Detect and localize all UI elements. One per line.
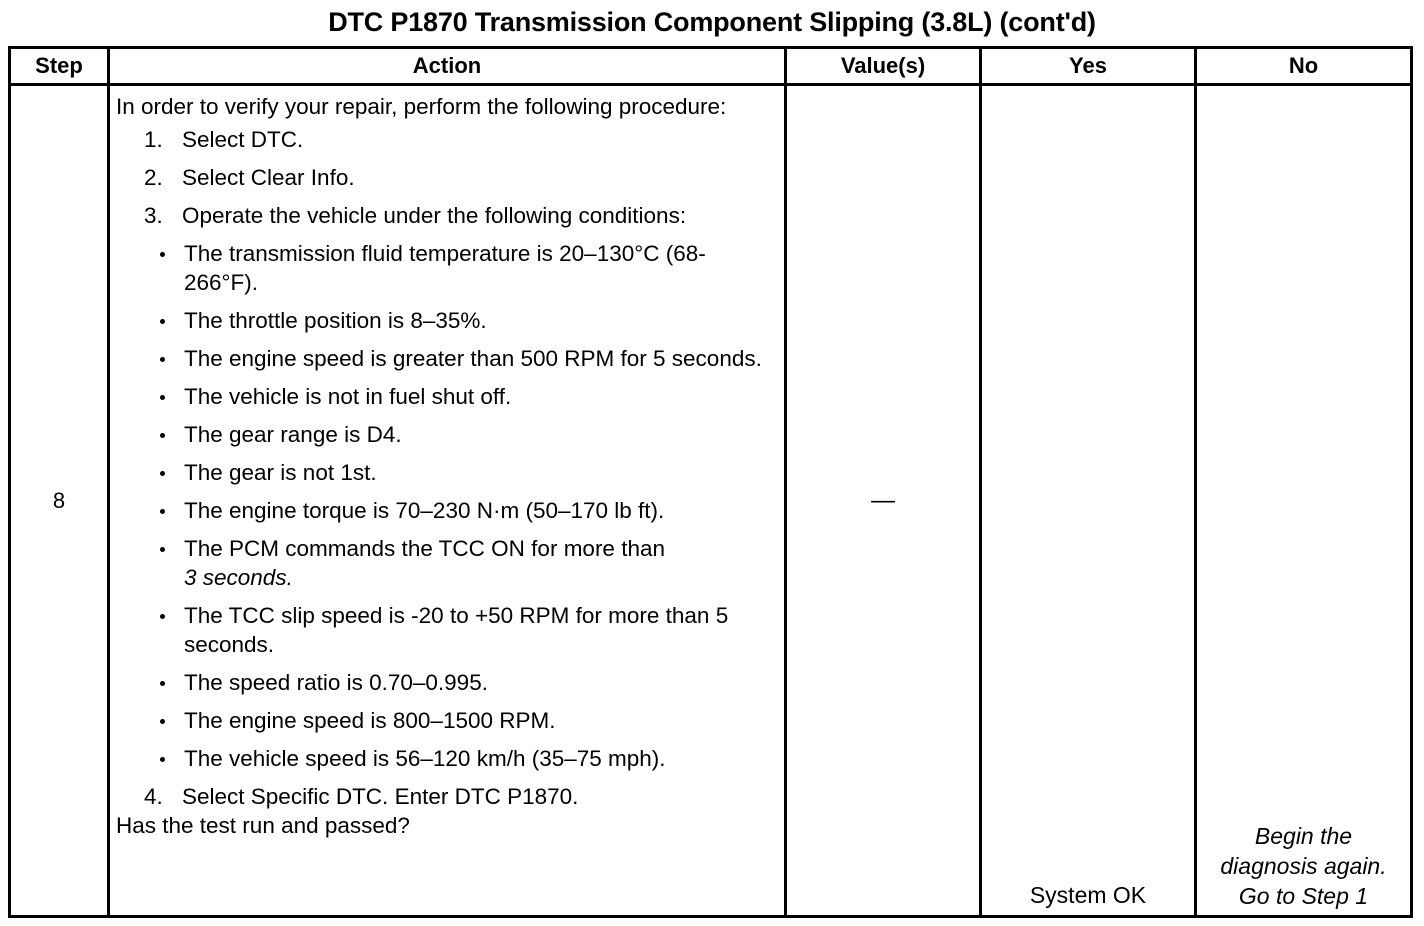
step-index: 3. <box>144 203 163 228</box>
no-line: Begin the <box>1254 823 1353 849</box>
procedure-step <box>116 201 776 773</box>
step-index: 1. <box>144 127 163 152</box>
header-values: Value(s) <box>786 48 981 85</box>
values-cell: — <box>786 85 981 917</box>
step-text: Select Clear Info. <box>182 165 355 190</box>
condition-text: The speed ratio is 0.70–0.995. <box>184 670 488 695</box>
condition-item <box>152 458 776 487</box>
bullet-icon <box>160 547 165 552</box>
no-line: diagnosis again. <box>1220 853 1387 879</box>
header-step: Step <box>10 48 109 85</box>
bullet-icon <box>160 252 165 257</box>
condition-text: The throttle position is 8–35%. <box>184 308 487 333</box>
condition-text: The vehicle speed is 56–120 km/h (35–75 mph). <box>184 746 666 771</box>
yes-cell: System OK <box>981 85 1196 917</box>
procedure-step <box>116 163 776 192</box>
step-text: Operate the vehicle under the following conditions: <box>182 203 687 228</box>
condition-item <box>152 306 776 335</box>
page-title: DTC P1870 Transmission Component Slipping (3.8L) (cont'd) <box>328 7 1096 37</box>
header-action: Action <box>109 48 786 85</box>
procedure-steps <box>116 125 776 811</box>
bullet-icon <box>160 681 165 686</box>
action-cell <box>109 85 786 917</box>
condition-text: The engine torque is 70–230 N·m (50–170 lb ft). <box>184 498 665 523</box>
condition-text: The TCC slip speed is -20 to +50 RPM for more than 5 seconds. <box>184 603 729 657</box>
condition-item <box>152 382 776 411</box>
action-intro: In order to verify your repair, perform the following procedure: <box>116 94 727 119</box>
dtc-table <box>8 46 1413 918</box>
condition-text: The gear is not 1st. <box>184 460 377 485</box>
condition-item <box>152 239 776 297</box>
bullet-icon <box>160 719 165 724</box>
bullet-icon <box>160 357 165 362</box>
condition-list <box>152 239 776 773</box>
action-question: Has the test run and passed? <box>116 813 410 838</box>
condition-item <box>152 534 776 592</box>
condition-text: The engine speed is greater than 500 RPM for 5 seconds. <box>184 346 762 371</box>
condition-text: The PCM commands the TCC ON for more than <box>184 536 665 561</box>
condition-duration: 3 seconds. <box>184 565 293 590</box>
condition-item <box>152 601 776 659</box>
bullet-icon <box>160 614 165 619</box>
condition-item <box>152 668 776 697</box>
table-row <box>10 85 1412 917</box>
step-text: Select DTC. <box>182 127 304 152</box>
step-index: 2. <box>144 165 163 190</box>
header-yes: Yes <box>981 48 1196 85</box>
step-text: Select Specific DTC. Enter DTC P1870. <box>182 784 579 809</box>
step-index: 4. <box>144 784 163 809</box>
bullet-icon <box>160 471 165 476</box>
bullet-icon <box>160 433 165 438</box>
condition-item <box>152 344 776 373</box>
condition-item <box>152 706 776 735</box>
condition-item <box>152 744 776 773</box>
bullet-icon <box>160 395 165 400</box>
no-line: Go to Step 1 <box>1238 883 1369 909</box>
header-no: No <box>1196 48 1412 85</box>
bullet-icon <box>160 319 165 324</box>
bullet-icon <box>160 757 165 762</box>
step-number: 8 <box>10 85 109 917</box>
condition-text: The gear range is D4. <box>184 422 402 447</box>
no-cell <box>1196 85 1412 917</box>
condition-item <box>152 420 776 449</box>
procedure-step <box>116 125 776 154</box>
bullet-icon <box>160 509 165 514</box>
condition-text: The vehicle is not in fuel shut off. <box>184 384 512 409</box>
procedure-step <box>116 782 776 811</box>
condition-item <box>152 496 776 525</box>
condition-text: The transmission fluid temperature is 20–130°C (68-266°F). <box>184 241 706 295</box>
table-header-row <box>10 48 1412 85</box>
condition-text: The engine speed is 800–1500 RPM. <box>184 708 556 733</box>
